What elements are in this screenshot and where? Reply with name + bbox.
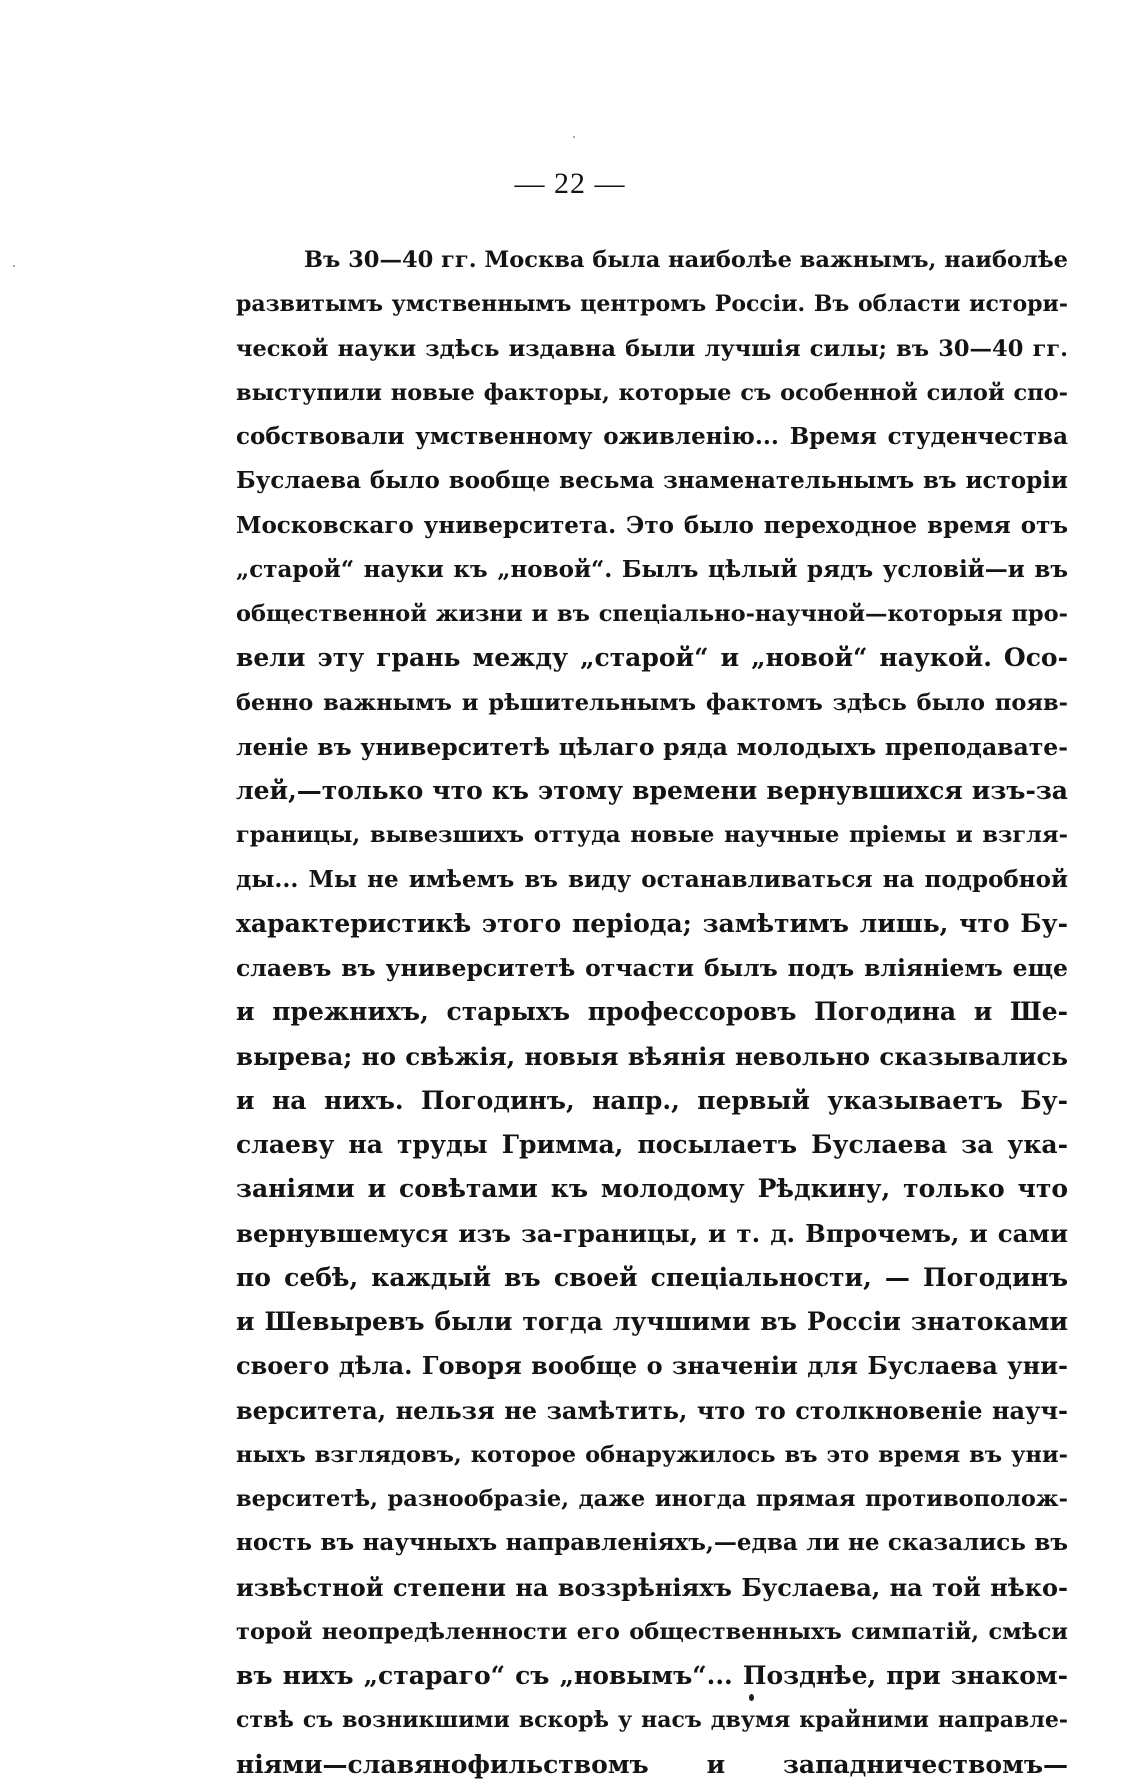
text-line: леніе въ университетѣ цѣлаго ряда молодыхъ преподавате- — [236, 732, 1068, 761]
text-line: развитымъ умственнымъ центромъ Россіи. Въ области истори- — [236, 291, 1068, 318]
text-line: своего дѣла. Говоря вообще о значеніи для Буслаева уни- — [236, 1351, 1068, 1381]
text-line: ность въ научныхъ направленіяхъ,—едва ли не сказались въ — [236, 1529, 1068, 1557]
text-line: слаевъ въ университетѣ отчасти былъ подъ вліяніемъ еще — [236, 954, 1068, 982]
text-line: ствѣ съ возникшими вскорѣ у насъ двумя крайними направле- — [236, 1707, 1068, 1734]
page-number: — 22 — — [514, 167, 626, 200]
text-line: и прежнихъ, старыхъ профессоровъ Погодина и Ше- — [236, 997, 1068, 1027]
text-line: извѣстной степени на воззрѣніяхъ Буслаева, на той нѣко- — [236, 1572, 1068, 1602]
text-line: Московскаго университета. Это было переходное время отъ — [236, 511, 1068, 539]
body-paragraph — [236, 238, 1068, 1787]
text-line: верситетѣ, разнообразіе, даже иногда прямая противополож- — [236, 1486, 1068, 1512]
text-line: ческой науки здѣсь издавна были лучшія силы; въ 30—40 гг. — [236, 335, 1068, 362]
text-line: заніями и совѣтами къ молодому Рѣдкину, только что — [236, 1174, 1068, 1204]
text-line: вырева; но свѣжія, новыя вѣянія невольно сказывались — [236, 1041, 1068, 1071]
text-line: общественной жизни и въ спеціально-научной—которыя про- — [236, 601, 1068, 627]
text-line: вели эту грань между „старой“ и „новой“ наукой. Осо- — [236, 643, 1068, 673]
text-line: и Шевыревъ были тогда лучшими въ Россіи знатоками — [236, 1307, 1068, 1336]
text-line: границы, вывезшихъ оттуда новые научные пріемы и взгля- — [236, 822, 1068, 849]
text-line: „старой“ науки къ „новой“. Былъ цѣлый рядъ условій—и въ — [236, 555, 1068, 583]
text-line: лей,—только что къ этому времени вернувшихся изъ-за — [236, 776, 1068, 805]
text-line: характеристикѣ этого періода; замѣтимъ лишь, что Бу- — [236, 908, 1068, 938]
text-line: ніями—славянофильствомъ и западничествомъ— — [236, 1749, 1068, 1779]
text-line: слаеву на труды Гримма, посылаетъ Буслаева за ука- — [236, 1130, 1068, 1159]
text-line: ныхъ взглядовъ, которое обнаружилось въ это время въ уни- — [236, 1441, 1068, 1468]
text-line: бенно важнымъ и рѣшительнымъ фактомъ здѣсь было появ- — [236, 689, 1068, 716]
text-line: въ нихъ „стараго“ съ „новымъ“... Позднѣе, при знаком- — [236, 1661, 1068, 1690]
text-line: Въ 30—40 гг. Москва была наиболѣе важнымъ, наиболѣе — [304, 247, 1068, 273]
text-line: Буслаева было вообще весьма знаменательнымъ въ исторіи — [236, 467, 1068, 495]
ink-speck — [13, 265, 15, 267]
text-line: выступили новые факторы, которые съ особенной силой спо- — [236, 379, 1068, 406]
text-line: по себѣ, каждый въ своей спеціальности, — Погодинъ — [236, 1262, 1068, 1292]
ink-speck — [573, 136, 575, 138]
text-line: вернувшемуся изъ за-границы, и т. д. Впрочемъ, и сами — [236, 1218, 1068, 1248]
text-line: торой неопредѣленности его общественныхъ симпатій, смѣси — [236, 1618, 1068, 1645]
ink-speck — [749, 1694, 754, 1701]
text-line: верситета, нельзя не замѣтить, что то столкновеніе науч- — [236, 1395, 1068, 1425]
text-line: собствовали умственному оживленію... Время студенчества — [236, 423, 1068, 450]
text-line: ды... Мы не имѣемъ въ виду останавливаться на подробной — [236, 865, 1068, 893]
text-line: и на нихъ. Погодинъ, напр., первый указываетъ Бу- — [236, 1085, 1068, 1115]
